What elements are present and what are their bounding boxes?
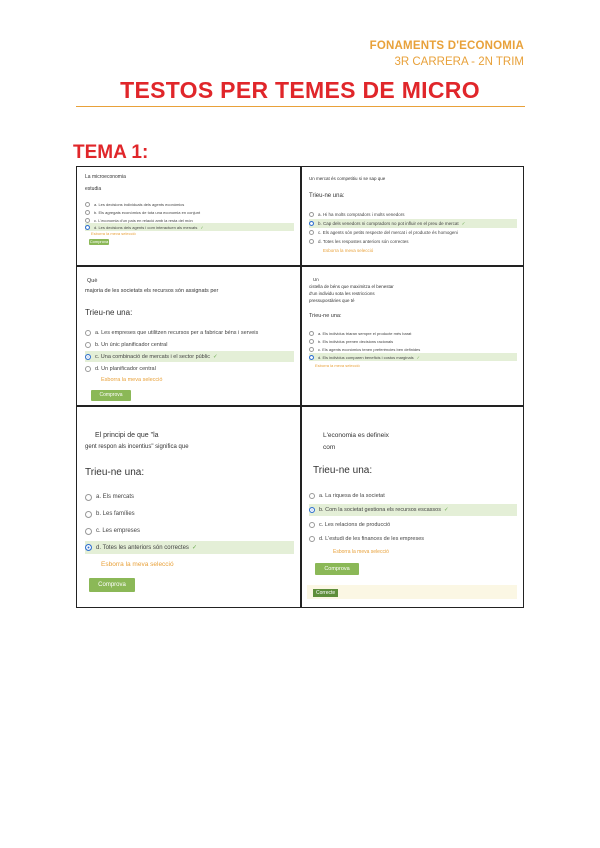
answer-option-selected[interactable] — [85, 223, 294, 231]
answer-option[interactable] — [85, 339, 294, 350]
correct-badge: Correcte — [313, 589, 338, 597]
answer-option[interactable] — [85, 525, 294, 537]
question-prompt: Un mercat és competitiu si se sap que — [309, 176, 386, 181]
question-prompt: estudia — [85, 186, 102, 192]
question-panel-1 — [77, 167, 300, 265]
radio-button[interactable] — [85, 544, 92, 551]
option-label: d. Les decisions dels agents i com interactuen als mercats — [94, 224, 198, 230]
radio-button[interactable] — [85, 354, 91, 360]
question-panel-5 — [77, 407, 300, 607]
radio-button[interactable] — [309, 493, 315, 499]
radio-button[interactable] — [309, 230, 314, 235]
answer-option[interactable] — [85, 491, 294, 503]
radio-button[interactable] — [85, 330, 91, 336]
option-label: c. L'economia d'un país en relació amb la resta del món — [94, 217, 193, 223]
choose-one-heading: Trieu-ne una: — [85, 467, 145, 478]
radio-button[interactable] — [85, 202, 90, 207]
answer-option[interactable] — [309, 337, 517, 345]
option-label: c. Els agents són petits respecte del mercat i el producte és homogeni — [318, 230, 458, 235]
title-divider — [76, 106, 525, 107]
radio-button[interactable] — [85, 342, 91, 348]
radio-button[interactable] — [309, 339, 314, 344]
answer-option-selected[interactable] — [309, 504, 517, 516]
radio-button[interactable] — [85, 366, 91, 372]
clear-selection-link[interactable]: Esborra la meva selecció — [323, 248, 374, 253]
radio-button[interactable] — [85, 218, 90, 223]
check-icon: ✓ — [443, 507, 449, 513]
option-label: a. Els individus triaran sempre el producte més barat — [318, 330, 412, 336]
radio-button[interactable] — [85, 528, 92, 535]
check-icon: ✓ — [212, 353, 218, 360]
option-label: b. Els agregats econòmics de tota una economia en conjunt — [94, 209, 201, 215]
question-prompt: Un — [313, 277, 319, 282]
question-prompt: cistella de béns que maximitza el benestar — [309, 284, 394, 289]
clear-selection-link[interactable]: Esborra la meva selecció — [91, 231, 136, 236]
radio-button[interactable] — [309, 239, 314, 244]
radio-button[interactable] — [309, 522, 315, 528]
question-prompt: com — [323, 444, 336, 451]
option-label: b. Com la societat gestiona els recursos escassos — [319, 507, 441, 513]
radio-button[interactable] — [309, 331, 314, 336]
question-panel-3 — [77, 266, 300, 405]
check-icon: ✓ — [191, 545, 197, 551]
check-button[interactable]: Comprova — [315, 563, 359, 575]
answer-option[interactable] — [85, 200, 294, 208]
document-title: TESTOS PER TEMES DE MICRO — [120, 77, 480, 103]
check-icon: ✓ — [461, 220, 466, 226]
question-prompt: pressupostàries que té — [309, 298, 355, 303]
check-button[interactable]: Comprova — [89, 239, 109, 244]
option-label: d. Totes les anteriors són correctes — [96, 544, 189, 551]
question-prompt: gent respon als incentius" significa que — [85, 444, 189, 450]
option-label: d. L'estudi de les finances de les empreses — [319, 535, 424, 542]
choose-one-heading: Trieu-ne una: — [309, 313, 342, 319]
question-panel-2 — [301, 167, 523, 265]
option-label: b. Les famílies — [96, 511, 135, 517]
radio-button[interactable] — [309, 355, 314, 360]
question-panel-6 — [301, 407, 523, 607]
answer-option-selected[interactable] — [85, 351, 294, 362]
option-label: d. Els individus comparen beneficis i costos marginals — [318, 354, 414, 360]
question-prompt: L'economia es defineix — [323, 432, 389, 439]
answer-option[interactable] — [309, 533, 517, 544]
check-button[interactable]: Comprova — [91, 390, 131, 401]
answer-option[interactable] — [309, 345, 517, 353]
radio-button[interactable] — [85, 511, 92, 518]
answer-option-selected[interactable] — [309, 219, 517, 228]
question-prompt: La microeconomia — [85, 174, 126, 180]
clear-selection-link[interactable]: Esborra la meva selecció — [101, 561, 174, 568]
option-label: c. Les relacions de producció — [319, 521, 391, 528]
radio-button[interactable] — [309, 221, 314, 226]
radio-button[interactable] — [85, 494, 92, 501]
choose-one-heading: Trieu-ne una: — [309, 193, 345, 199]
answer-option[interactable] — [309, 210, 517, 219]
question-panel-4 — [301, 266, 523, 405]
question-prompt: d'un individu sota les restriccions — [309, 291, 375, 296]
screenshot-grid — [76, 166, 524, 608]
option-label: b. Els individus prenen decisions racionals — [318, 338, 394, 344]
answer-option[interactable] — [309, 519, 517, 530]
answer-option[interactable] — [85, 508, 294, 520]
radio-button[interactable] — [309, 212, 314, 217]
check-button[interactable]: Comprova — [89, 578, 135, 592]
option-label: b. Cap dels venedors ni compradors no pot influir en el preu de mercat — [318, 221, 459, 226]
check-icon: ✓ — [200, 224, 204, 230]
option-label: a. Hi ha molts compradors i molts venedors — [318, 212, 405, 217]
course-term: 3R CARRERA - 2N TRIM — [394, 56, 524, 68]
choose-one-heading: Trieu-ne una: — [313, 465, 373, 476]
section-heading: TEMA 1: — [73, 142, 149, 163]
answer-option[interactable] — [85, 208, 294, 216]
question-prompt: El principi de que "la — [95, 432, 159, 439]
option-label: d. Totes les respostes anteriors són correctes — [318, 239, 409, 244]
option-label: a. Les empreses que utilitzen recursos per a fabricar béns i serveis — [95, 329, 259, 336]
clear-selection-link[interactable]: Esborra la meva selecció — [333, 549, 389, 555]
answer-option[interactable] — [85, 363, 294, 374]
radio-button[interactable] — [85, 210, 90, 215]
choose-one-heading: Trieu-ne una: — [85, 308, 133, 317]
clear-selection-link[interactable]: Esborra la meva selecció — [315, 363, 360, 368]
question-prompt: Què — [87, 278, 98, 284]
course-name: FONAMENTS D'ECONOMIA — [369, 40, 524, 52]
answer-option[interactable] — [309, 228, 517, 237]
option-label: a. La riquesa de la societat — [319, 492, 385, 499]
question-prompt: majoria de les societats els recursos són assignats per — [85, 288, 219, 294]
answer-option[interactable] — [85, 327, 294, 338]
radio-button[interactable] — [309, 536, 315, 542]
option-label: a. Els mercats — [96, 494, 135, 500]
answer-option[interactable] — [309, 329, 517, 337]
radio-button[interactable] — [85, 225, 90, 230]
option-label: a. Les decisions individuals dels agents econòmics — [94, 201, 185, 207]
option-label: c. Les empreses — [96, 528, 141, 534]
option-label: d. Un planificador central — [95, 365, 156, 372]
option-label: c. Una combinació de mercats i el sector públic — [95, 353, 210, 360]
clear-selection-link[interactable]: Esborra la meva selecció — [101, 377, 163, 383]
answer-option[interactable] — [309, 237, 517, 246]
option-label: b. Un únic planificador central — [95, 341, 168, 348]
radio-button[interactable] — [309, 347, 314, 352]
feedback-box — [307, 585, 517, 599]
radio-button[interactable] — [309, 507, 315, 513]
check-icon: ✓ — [416, 354, 420, 360]
answer-option-selected[interactable] — [85, 541, 294, 554]
document-header — [370, 38, 524, 70]
option-label: c. Els agents econòmics tenen preferències ben definides — [318, 346, 421, 352]
answer-option[interactable] — [309, 490, 517, 501]
answer-option-selected[interactable] — [309, 353, 517, 361]
